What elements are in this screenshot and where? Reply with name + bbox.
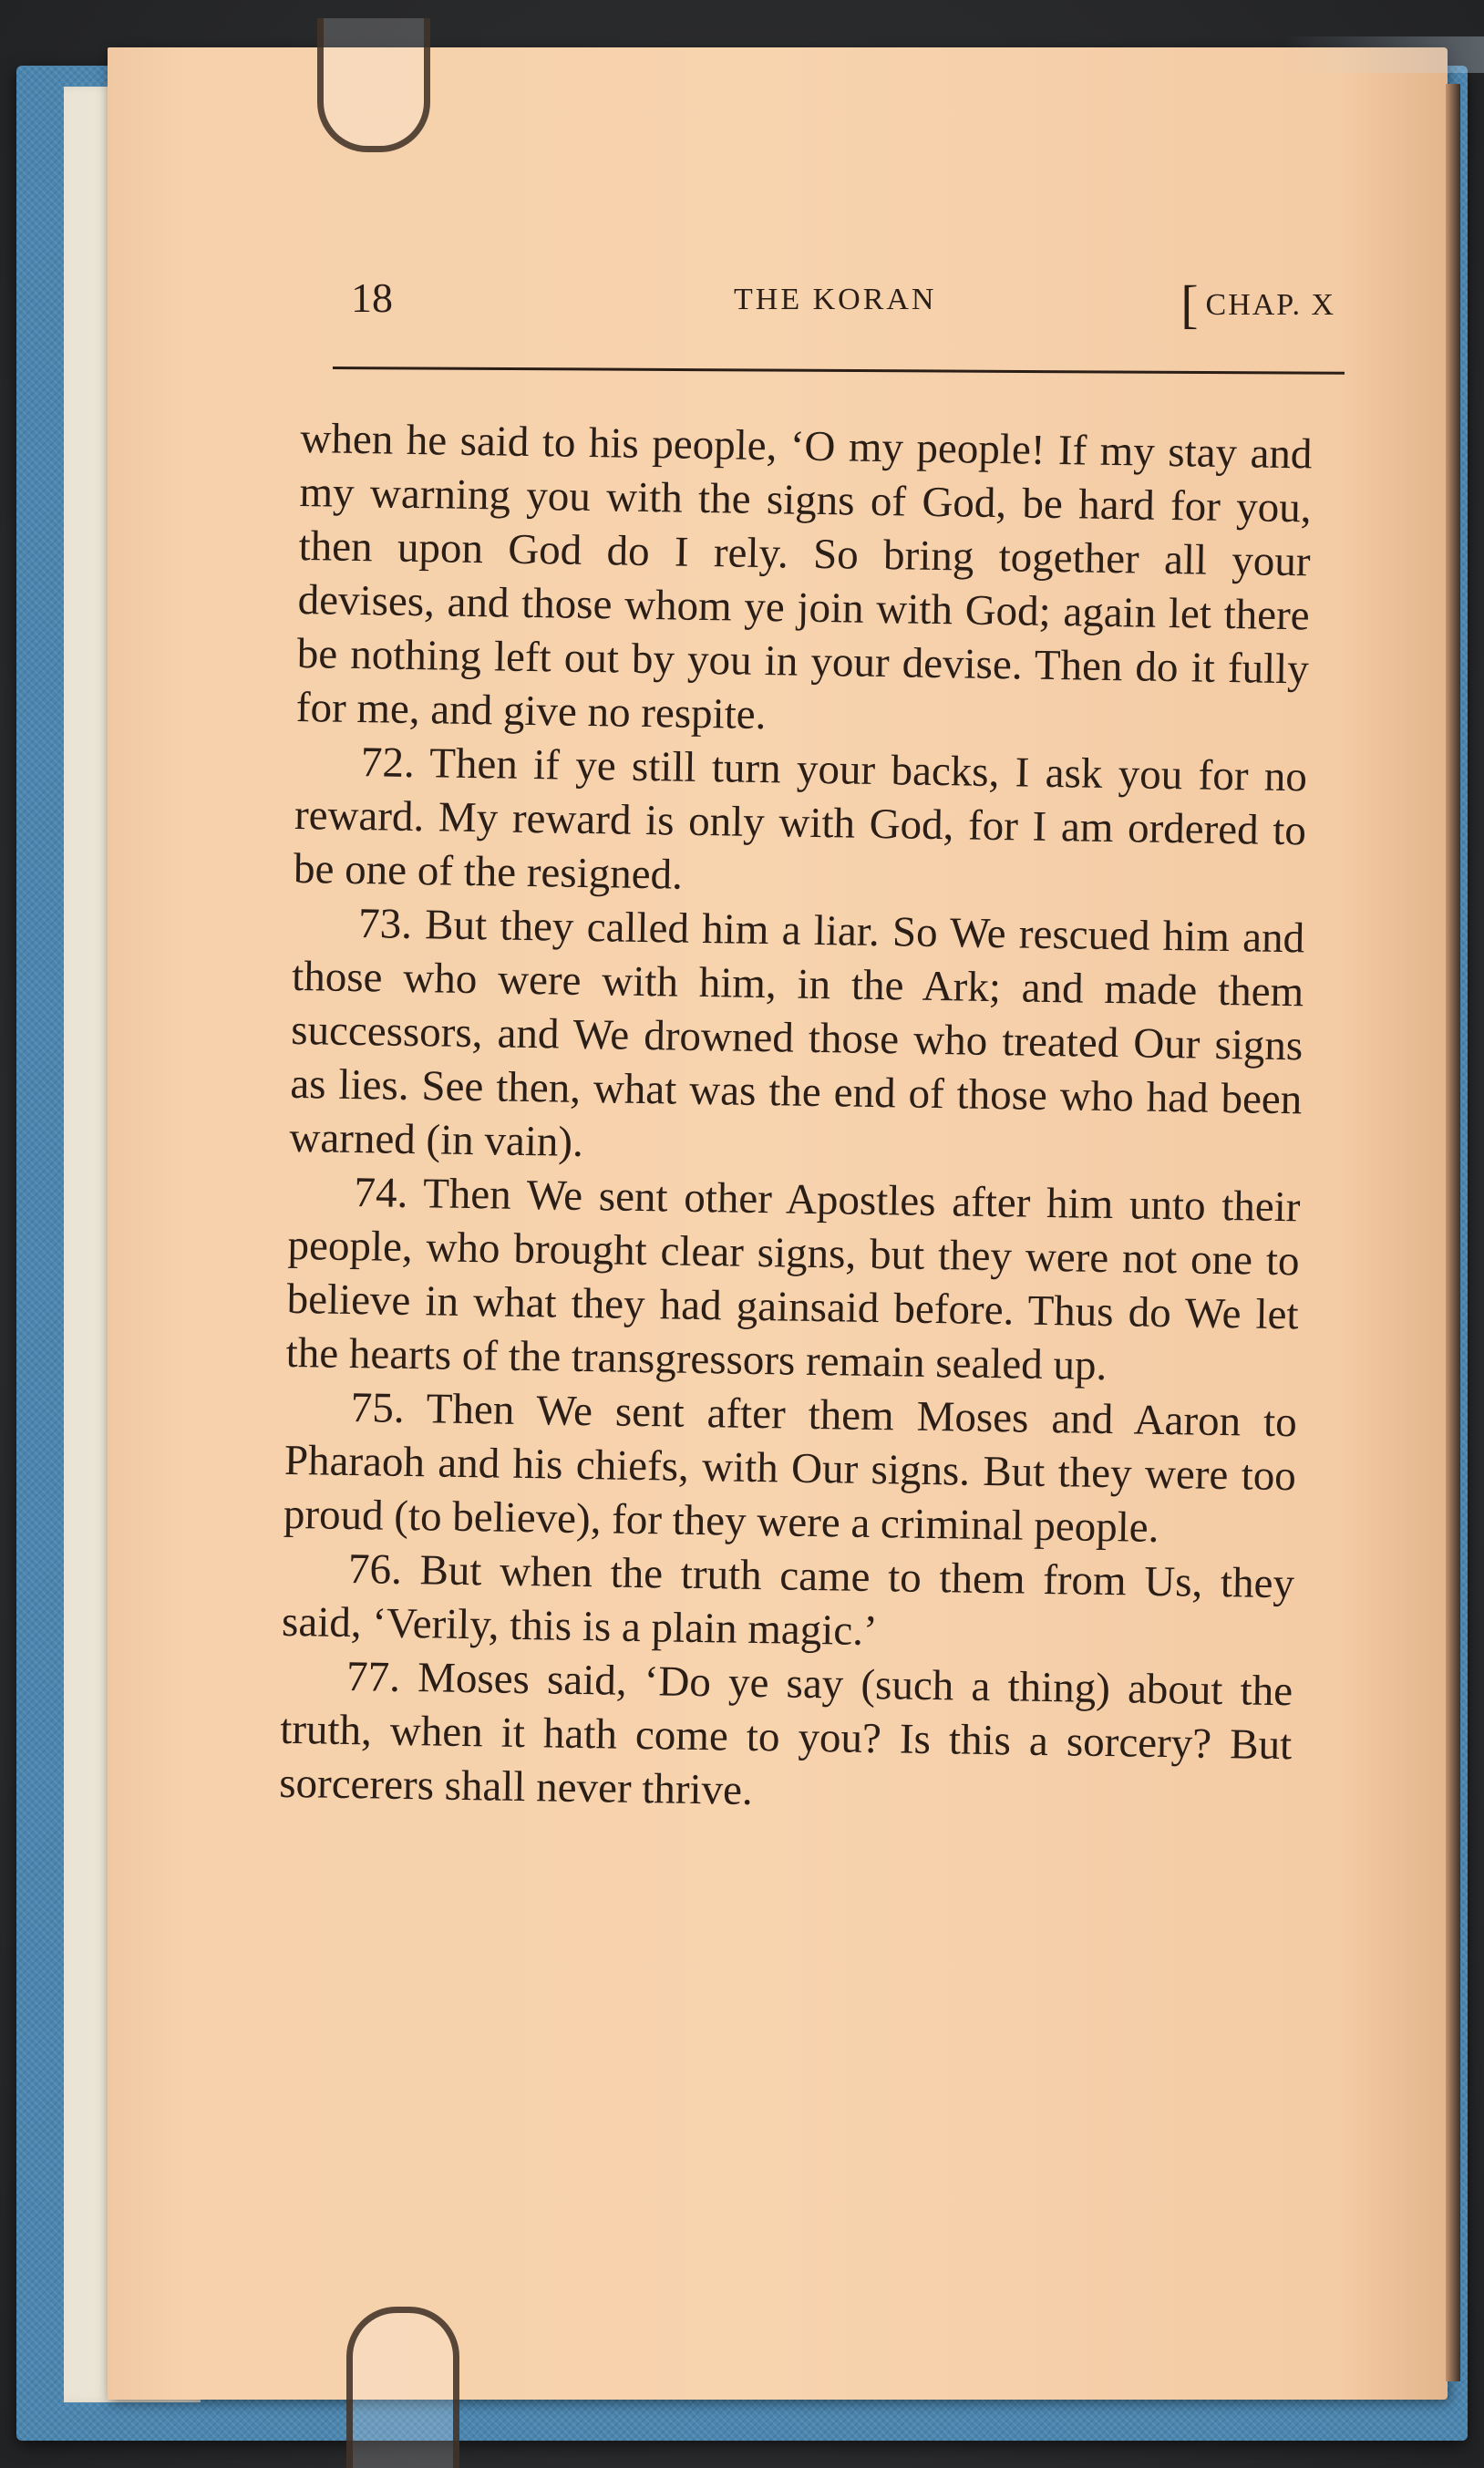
page-text (279, 412, 1313, 1826)
running-header (351, 274, 1335, 334)
chapter-label (1180, 274, 1335, 335)
running-title: THE KORAN (734, 283, 937, 316)
page-number: 18 (351, 274, 393, 321)
verse-75: 75. Then We sent after them Moses and Aaron to Pharaoh and his chiefs, with Our signs. But they were too proud (to believe), for they were a criminal people. (283, 1383, 1298, 1552)
verse-73: 73. But they called him a liar. So We rescued him and those who were with him, in the Ark; and made them successors, and We drowned those who treated Our signs as lies. See then, what was the end of those who had been warned (in vain). (289, 900, 1305, 1166)
verse-77: 77. Moses said, ‘Do ye say (such a thing) about the truth, when it hath come to you? Is this a sorcery? But sorcerers shall never thrive. (278, 1652, 1293, 1814)
chapter-bracket: [ (1180, 274, 1201, 334)
verse-76: 76. But when the truth came to them from Us, they said, ‘Verily, this is a plain magic.’ (281, 1544, 1295, 1656)
page-fore-edge (1446, 84, 1460, 2381)
light-glare (1283, 36, 1484, 73)
paragraph-continued: when he said to his people, ‘O my people! If my stay and my warning you with the signs of God, be hard for you, then upon God do I rely. So bring together all your devises, and those whom ye join with God; again let there be nothing left out by you in your devise. Then do it fully for me, and give no respite. (295, 414, 1313, 739)
page-clip-top (317, 18, 430, 152)
verse-74: 74. Then We sent other Apostles after him unto their people, who brought clear signs, but they were not one to believe in what they had gainsaid before. Thus do We let the hearts of the transgressors remain sealed up. (285, 1169, 1301, 1390)
chapter-text: CHAP. X (1205, 288, 1335, 322)
page-clip-bottom (346, 2307, 459, 2468)
verse-72: 72. Then if ye still turn your backs, I ask you for no reward. My reward is only with God, for I am ordered to be one of the resigned. (293, 738, 1308, 899)
